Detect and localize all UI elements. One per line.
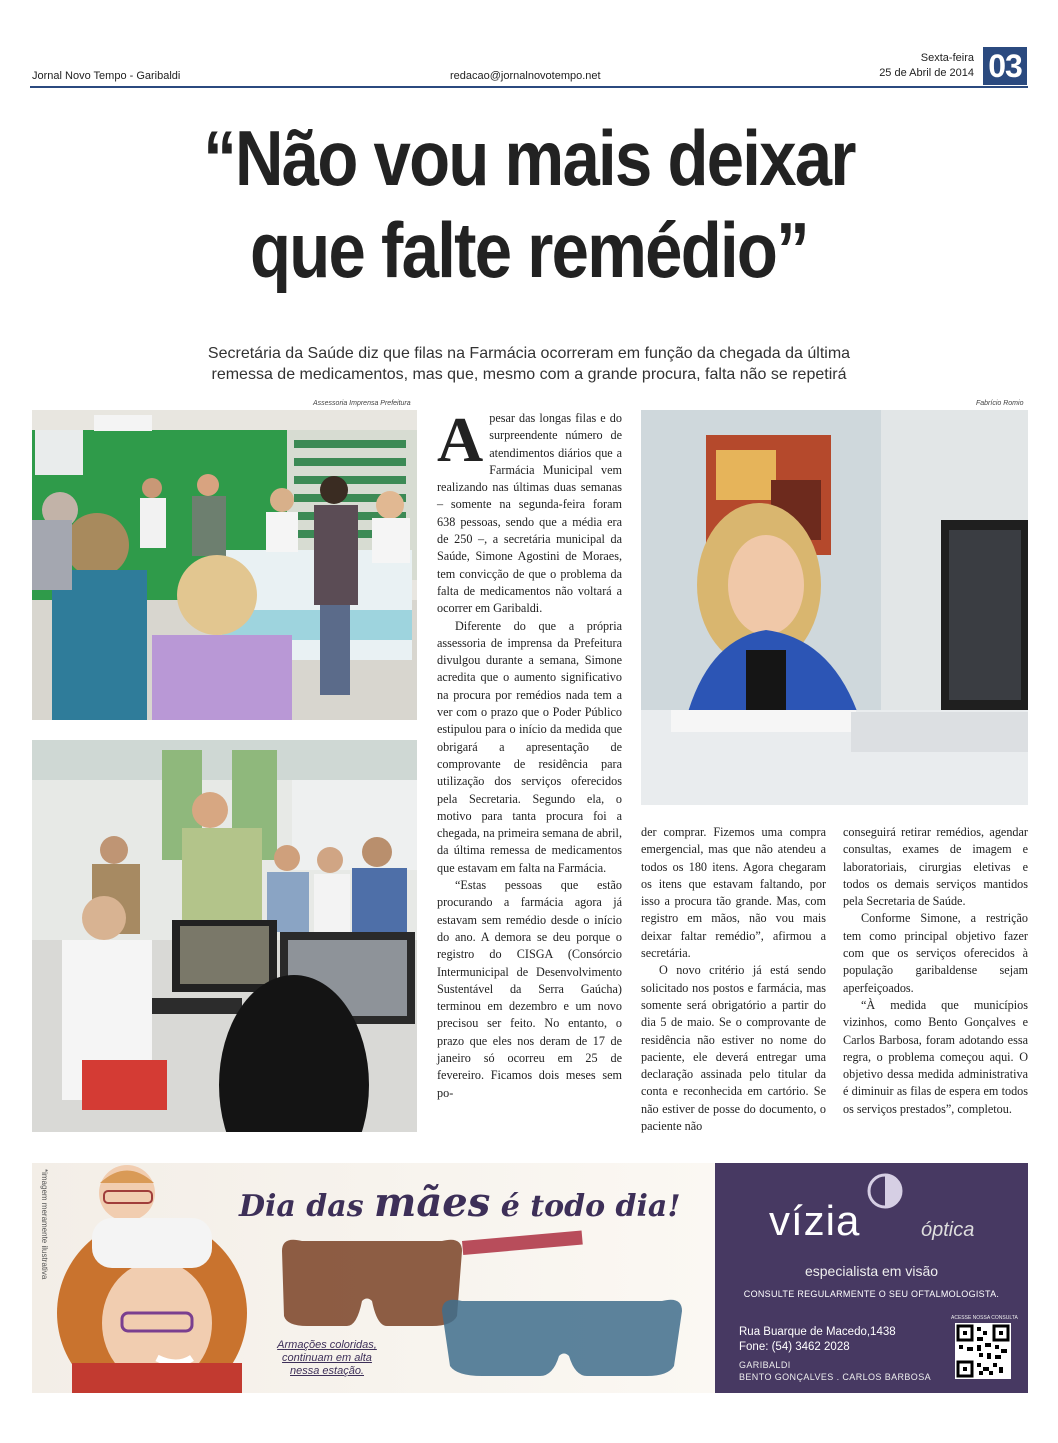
page-number: 03 [983, 47, 1027, 85]
city-line: GARIBALDI [739, 1360, 791, 1370]
secretary-portrait-photo [641, 410, 1028, 805]
pharmacy-queue-photo [32, 410, 417, 720]
advertisement-banner[interactable] [32, 1163, 1028, 1393]
subhead-line-1: Secretária da Saúde diz que filas na Farmácia ocorreram em função da chegada da última [207, 345, 851, 362]
eye-logo-icon [865, 1171, 905, 1211]
brand-subtitle: óptica [921, 1219, 975, 1241]
ad-caption-line: continuam em alta [282, 1352, 372, 1364]
photo-credit-right: Fabrício Romio [976, 400, 1024, 407]
qr-label: ACESSE NOSSA CONSULTA [951, 1315, 1018, 1321]
headline-line-1: “Não vou mais deixar [203, 114, 855, 202]
paragraph: “À medida que municípios vizinhos, como Bento Gonçalves e Carlos Barbosa, foram adotando essa regra, o problema começou aqui. O objetivo dessa medida administrativa é diminuir as filas de espera em todos os serviços prestados”, completou. [843, 997, 1028, 1116]
ad-image-panel [32, 1163, 715, 1393]
paragraph: conseguirá retirar remédios, agendar consultas, exames de imagem e laboratoriais, cirurgias eletivas e todos os demais serviços mantidos pela Secretaria de Saúde. [843, 825, 1028, 909]
contact-email[interactable]: redacao@jornalnovotempo.net [450, 70, 601, 82]
paragraph: pesar das longas filas e do surpreendente número de atendimentos diários que a Farmácia Municipal vem realizando nas últimas duas semanas – somente na segunda-feira foram 638 pessoas, sendo que a média era de 250 –, a secretária municipal da Saúde, Simone Agostini de Moraes, tem convicção de que o problema da falta de medicamentos não voltará a ocorrer em Garibaldi. [437, 411, 622, 616]
ad-brand-panel [715, 1163, 1028, 1393]
slogan-part-3: é todo dia! [490, 1189, 681, 1224]
ad-advice: CONSULTE REGULARMENTE O SEU OFTALMOLOGISTA. [743, 1289, 1000, 1299]
paragraph: O novo critério já está sendo solicitado nos postos e farmácia, mas somente será obrigatório a partir do dia 5 de maio. Se o comprovante de residência não estiver no nome do paciente, ele deverá entregar uma declaração assinada pelo titular da conta e reconhecida em cartório. Se não estiver de posse do documento, o paciente não [641, 963, 826, 1134]
headline [108, 112, 949, 296]
subhead-line-2: remessa de medicamentos, mas que, mesmo com a grande procura, falta não se repetirá [211, 366, 847, 383]
drop-cap: A [437, 404, 484, 475]
ad-tagline: especialista em visão [804, 1263, 939, 1279]
ad-disclaimer: *imagem meramente ilustrativa [40, 1169, 49, 1280]
city-line: BENTO GONÇALVES . CARLOS BARBOSA [739, 1372, 932, 1382]
brand-logo: vízia [769, 1197, 861, 1244]
paragraph: der comprar. Fizemos uma compra emergencial, mas que não atendeu a todos os 180 itens. Agora chegaram os itens que estavam faltando, por isso a procura tão grande. Mas, com registro em mãos, não vou mais deixar faltar remédio”, afirmou a secretária. [641, 825, 826, 961]
photo-credit-left: Assessoria Imprensa Prefeitura [313, 400, 411, 407]
article-column-1 [437, 404, 622, 1102]
headline-line-2: que falte remédio” [249, 206, 808, 294]
paragraph: “Estas pessoas que estão procurando a farmácia agora já estavam sem remédio desde o início do ano. A demora se deu porque o registro do CISGA (Consórcio Intermunicipal de Desenvolvimento Sustentável da Serra Gaúcha) terminou em dezembro e um novo precisou ser feito. No entanto, o prazo que eles nos deram de 17 de janeiro só ocorreu em 25 de fevereiro. Ficamos dois meses sem po- [437, 878, 622, 1100]
qr-code-icon[interactable] [955, 1323, 1011, 1379]
store-address [739, 1325, 896, 1355]
weekday: Sexta-feira [920, 52, 974, 64]
issue-date [879, 51, 974, 81]
newspaper-name: Jornal Novo Tempo - Garibaldi [32, 70, 181, 82]
subheadline [100, 343, 958, 385]
paragraph: Diferente do que a própria assessoria de imprensa da Prefeitura divulgou durante a semana, Simone acredita que o aumento significativo na procura por remédios nada tem a ver com o prazo que o Poder Público estipulou para o início da medida que obrigará a apresentação de comprovante de residência para utilização dos serviços oferecidos pela Secretaria. Segundo ela, o motivo para tanta procura foi a chegada, na primeira semana de abril, da última remessa de medicamentos que estavam em falta na Farmácia. [437, 618, 622, 875]
date: 25 de Abril de 2014 [879, 67, 974, 79]
paragraph: Conforme Simone, a restrição tem como principal objetivo fazer com que os serviços oferecidos à população garibaldense sejam aperfeiçoados. [843, 911, 1028, 995]
phone-line: Fone: (54) 3462 2028 [739, 1341, 850, 1353]
address-line: Rua Buarque de Macedo,1438 [739, 1326, 896, 1338]
ad-slogan [239, 1179, 681, 1226]
ad-caption [247, 1339, 407, 1378]
article-column-2 [641, 824, 826, 1135]
header-divider [30, 86, 1028, 88]
ad-caption-line: nessa estação. [290, 1365, 364, 1377]
pharmacy-attendant-photo [32, 740, 417, 1132]
article-column-3 [843, 824, 1028, 1118]
ad-caption-line: Armações coloridas, [277, 1339, 377, 1351]
slogan-part-2: mães [374, 1179, 491, 1226]
store-cities [739, 1359, 931, 1383]
slogan-part-1: Dia das [239, 1189, 375, 1224]
